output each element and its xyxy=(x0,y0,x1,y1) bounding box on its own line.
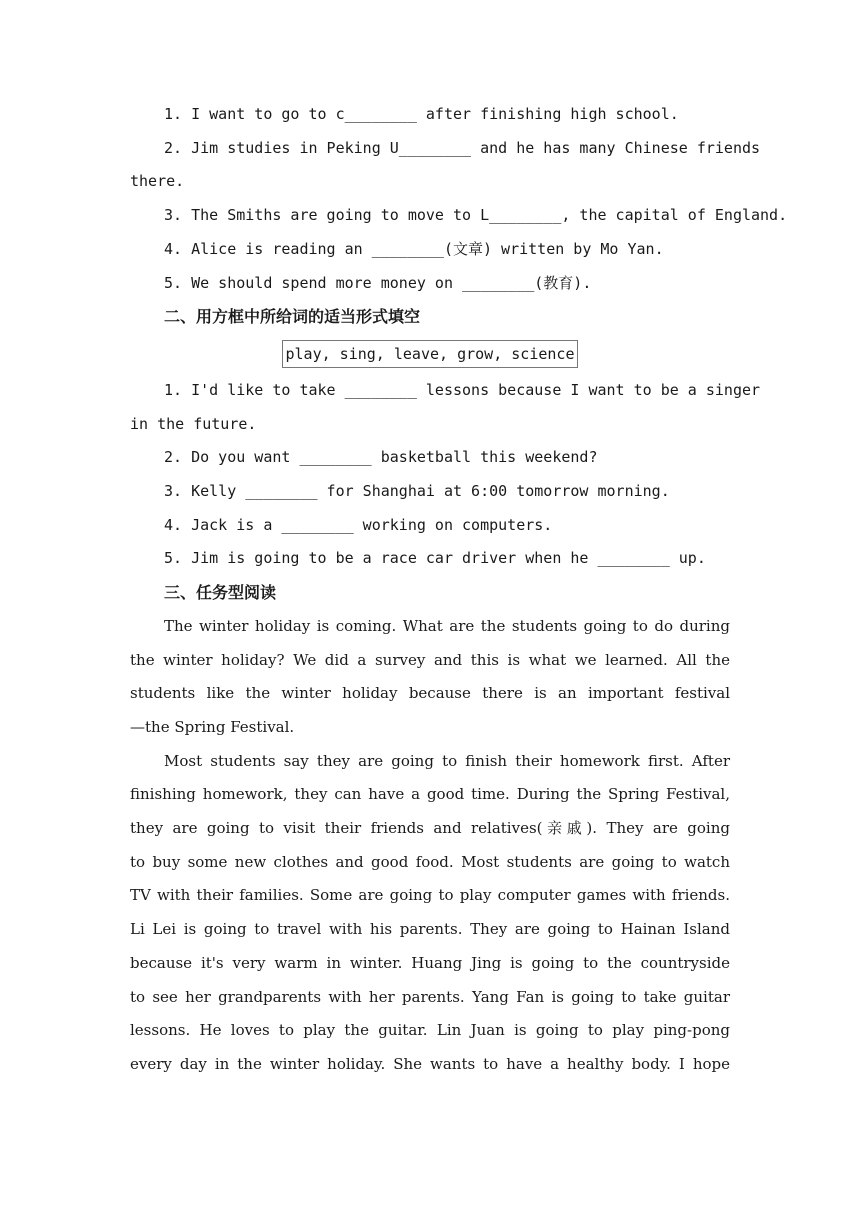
exercise-item xyxy=(130,509,730,543)
exercise-text-line: there. xyxy=(130,172,185,191)
passage-line: —the Spring Festival. xyxy=(130,717,295,736)
section-heading-word-form: 二、用方框中所给词的适当形式填空 xyxy=(164,307,421,327)
passage-line: because it's very warm in winter. Huang Jing is going to the countryside xyxy=(130,953,730,972)
exercise-item xyxy=(130,98,730,132)
word-box: play, sing, leave, grow, science xyxy=(282,340,579,368)
exercise-text-line: 1. I'd like to take ________ lessons because I want to be a singer xyxy=(164,380,761,399)
passage-line: every day in the winter holiday. She wants to have a healthy body. I hope xyxy=(130,1054,730,1073)
passage-line: The winter holiday is coming. What are the students going to do during xyxy=(164,616,730,635)
passage-line: to see her grandparents with her parents. Yang Fan is going to take guitar xyxy=(130,987,730,1006)
passage-line: to buy some new clothes and good food. Most students are going to watch xyxy=(130,852,730,871)
passage-line: TV with their families. Some are going to play computer games with friends. xyxy=(130,886,730,905)
passage-line: finishing homework, they can have a good time. During the Spring Festival, xyxy=(130,785,730,804)
passage-line: Li Lei is going to travel with his parents. They are going to Hainan Island xyxy=(130,920,730,939)
exercise-text-line: 2. Jim studies in Peking U________ and he has many Chinese friends xyxy=(164,138,761,157)
exercise-text-line: 4. Jack is a ________ working on computers. xyxy=(164,515,553,534)
exercise-text-line: 5. Jim is going to be a race car driver when he ________ up. xyxy=(164,549,706,568)
exercise-item xyxy=(130,132,761,199)
section-vocabulary-fill xyxy=(130,98,788,300)
section-heading-reading-task: 三、任务型阅读 xyxy=(164,583,277,603)
exercise-item xyxy=(130,441,730,475)
reading-passage xyxy=(130,610,730,1082)
exercise-text-line: 3. The Smiths are going to move to L________, the capital of England. xyxy=(164,206,788,225)
passage-line: lessons. He loves to play the guitar. Lin Juan is going to play ping-pong xyxy=(130,1021,730,1040)
word-box-row xyxy=(130,334,730,374)
exercise-item xyxy=(130,374,761,441)
exercise-text-line: 2. Do you want ________ basketball this weekend? xyxy=(164,448,598,467)
exercise-text-line: in the future. xyxy=(130,414,257,433)
passage-line: students like the winter holiday because there is an important festival xyxy=(130,684,730,703)
exercise-text-line: 5. We should spend more money on ________(教育). xyxy=(164,273,592,292)
exercise-text-line: 1. I want to go to c________ after finishing high school. xyxy=(164,105,679,123)
passage-line: Most students say they are going to finish their homework first. After xyxy=(164,751,730,770)
passage-line: the winter holiday? We did a survey and this is what we learned. All the xyxy=(130,650,730,669)
exercise-text-line: 3. Kelly ________ for Shanghai at 6:00 tomorrow morning. xyxy=(164,482,670,501)
section-word-form-fill xyxy=(130,374,761,576)
exercise-item xyxy=(130,267,730,301)
exercise-item xyxy=(130,475,730,509)
exercise-item xyxy=(130,233,730,267)
worksheet-page xyxy=(130,98,788,1082)
passage-paragraph xyxy=(130,745,730,1082)
passage-paragraph xyxy=(130,610,730,745)
exercise-item xyxy=(130,542,730,576)
exercise-text-line: 4. Alice is reading an ________(文章) written by Mo Yan. xyxy=(164,239,664,258)
exercise-item xyxy=(130,199,788,233)
passage-line: they are going to visit their friends and relatives(亲戚). They are going xyxy=(130,819,730,838)
